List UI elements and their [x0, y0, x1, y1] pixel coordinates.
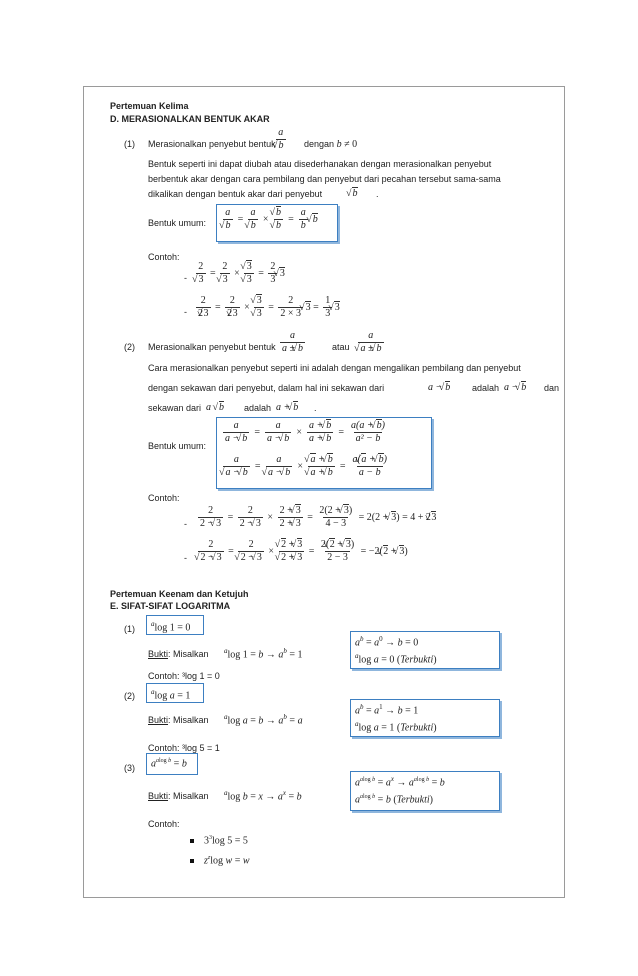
- bullet-icon: [190, 839, 194, 843]
- item-label: (2): [124, 342, 135, 352]
- proof-text: Bukti: Misalkan: [148, 791, 209, 801]
- example-text: Contoh: ³log 5 = 1: [148, 743, 220, 753]
- proof-expr: $^a$log $1 = b \to a^b = 1$: [224, 647, 303, 661]
- example-text: Contoh: ³log 1 = 0: [148, 671, 220, 681]
- paragraph-line: Bentuk seperti ini dapat diubah atau disederhanakan dengan merasionalkan penyebut: [148, 159, 492, 169]
- paragraph-line: Cara merasionalkan penyebut seperti ini adalah dengan mengalikan pembilang dan penyebut: [148, 363, 521, 373]
- period: .: [376, 189, 379, 199]
- period: .: [314, 403, 317, 413]
- item-condition: dengan b ≠ 0: [304, 139, 358, 150]
- example-1: 2 √ 3 = 2 √ 3 × √ 3 √ 3 = $\frac{2}{3}$ √ 3: [194, 261, 285, 286]
- proof-text: Bukti: Misalkan: [148, 715, 209, 725]
- example-2: $\frac{2}{2√ 3}$ = $\frac{2}{2√ 3}$ × √ 3 √ 3 = $\frac{2}{2 \times 3}$ √ 3 = $\frac{1}{3}$ √ 3: [194, 295, 340, 320]
- math-expr: a √ b: [206, 402, 224, 413]
- math-expr: a − √ b: [428, 382, 450, 393]
- paragraph-line: berbentuk akar dengan cara pembilang dan penyebut dari pecahan tersebut sama-sama: [148, 174, 501, 184]
- proof-expr: $^a$log $b = x \to a^x = b$: [224, 789, 302, 803]
- section-subtitle: Pertemuan Keenam dan Ketujuh: [110, 589, 249, 599]
- fraction-a-over-sqrt-a-sqrt-b: a √ a ± √ b: [356, 330, 386, 355]
- example-4: 2 √ 2 − √ 3 = 2 √ 2 − √ 3 × √ 2 + √ 3 √ 2 + √ 3 = $\frac{2(√ 2 + √ 3)}{2 - 3}$ = −2(√ 2 + √ 3): [196, 539, 408, 564]
- example-dash: -: [184, 519, 187, 529]
- paragraph-line: dikalikan dengan bentuk akar dari penyebut: [148, 189, 323, 199]
- paragraph-word: adalah: [244, 403, 272, 413]
- math-expr: a − √ b: [504, 382, 526, 393]
- example-dash: -: [184, 307, 187, 317]
- proof-box: $a^{alog b} = a^x \to a^{alog b} = b$ $a^{alog b} = b$ (Terbukti): [350, 771, 500, 811]
- example-bullet: $3^3\log$ 5 = 5: [190, 835, 248, 846]
- document-page: [83, 86, 565, 898]
- example-label: Contoh:: [148, 252, 180, 262]
- paragraph-line: sekawan dari: [148, 403, 202, 413]
- item-label: (1): [124, 624, 135, 634]
- sqrt-b: √ b: [352, 188, 358, 199]
- fraction-a-over-a-minus-sqrt-b: $\frac{a}{a \pm √ b}$: [278, 330, 307, 355]
- example-dash: -: [184, 553, 187, 563]
- proof-box: $a^b = a^0 \to b = 0$ $^a$log a = 0 (Terbukti): [350, 631, 500, 669]
- section-title: E. SIFAT-SIFAT LOGARITMA: [110, 601, 231, 611]
- general-form-label: Bentuk umum:: [148, 441, 207, 451]
- proof-text: Bukti: Misalkan: [148, 649, 209, 659]
- example-3: $\frac{2}{2 - √ 3}$ = $\frac{2}{2 - √ 3}$ × $\frac{2 + √ 3}{2 + √ 3}$ = $\frac{2(2 + √ 3)}{4 - 3}$ = 2(2 + √ 3) = 4 + 2√ 3: [196, 505, 436, 530]
- example-dash: -: [184, 273, 187, 283]
- general-form-box: a √ b = a √ b × √ b √ b = $\frac{a}{b}$ √ b: [216, 204, 338, 242]
- paragraph-line: dengan sekawan dari penyebut, dalam hal ini sekawan dari: [148, 383, 385, 393]
- general-form-box: $\frac{a}{a - √ b}$ = $\frac{a}{a - √ b}$ × $\frac{a + √ b}{a + √ b}$ = $\frac{a(a + √ b)}{\text{a² − b}}$ a √ a − √ b = a √ a − √ b × √ a + √ b √ a + √ b = $\frac{a(√ a + √ b)}{a - b}$: [216, 417, 432, 489]
- paragraph-word: dan: [544, 383, 560, 393]
- paragraph-word: adalah: [472, 383, 500, 393]
- section-subtitle: Pertemuan Kelima: [110, 101, 189, 111]
- fraction-a-over-sqrt-b: a √ b: [274, 127, 288, 152]
- example-label: Contoh:: [148, 493, 180, 503]
- math-expr: a + √ b: [276, 402, 298, 413]
- item-label: (1): [124, 139, 135, 149]
- property-box: $^a$log a = 1: [146, 683, 204, 703]
- general-form-label: Bentuk umum:: [148, 218, 207, 228]
- property-box: $a^{alog b} = b$: [146, 753, 198, 775]
- item-text: Merasionalkan penyebut bentuk: [148, 342, 276, 352]
- or-label: atau: [332, 342, 350, 352]
- proof-expr: $^a$log $a = b \to a^b = a$: [224, 713, 303, 727]
- item-label: (3): [124, 763, 135, 773]
- example-bullet: $z^z\log$ w = w: [190, 855, 250, 866]
- item-text: Merasionalkan penyebut bentuk: [148, 139, 276, 149]
- section-title: D. MERASIONALKAN BENTUK AKAR: [110, 114, 270, 124]
- bullet-icon: [190, 859, 194, 863]
- example-label: Contoh:: [148, 819, 180, 829]
- item-label: (2): [124, 691, 135, 701]
- property-box: $^a$log 1 = 0: [146, 615, 204, 635]
- proof-box: $a^b = a^1 \to b = 1$ $^a$log a = 1 (Terbukti): [350, 699, 500, 737]
